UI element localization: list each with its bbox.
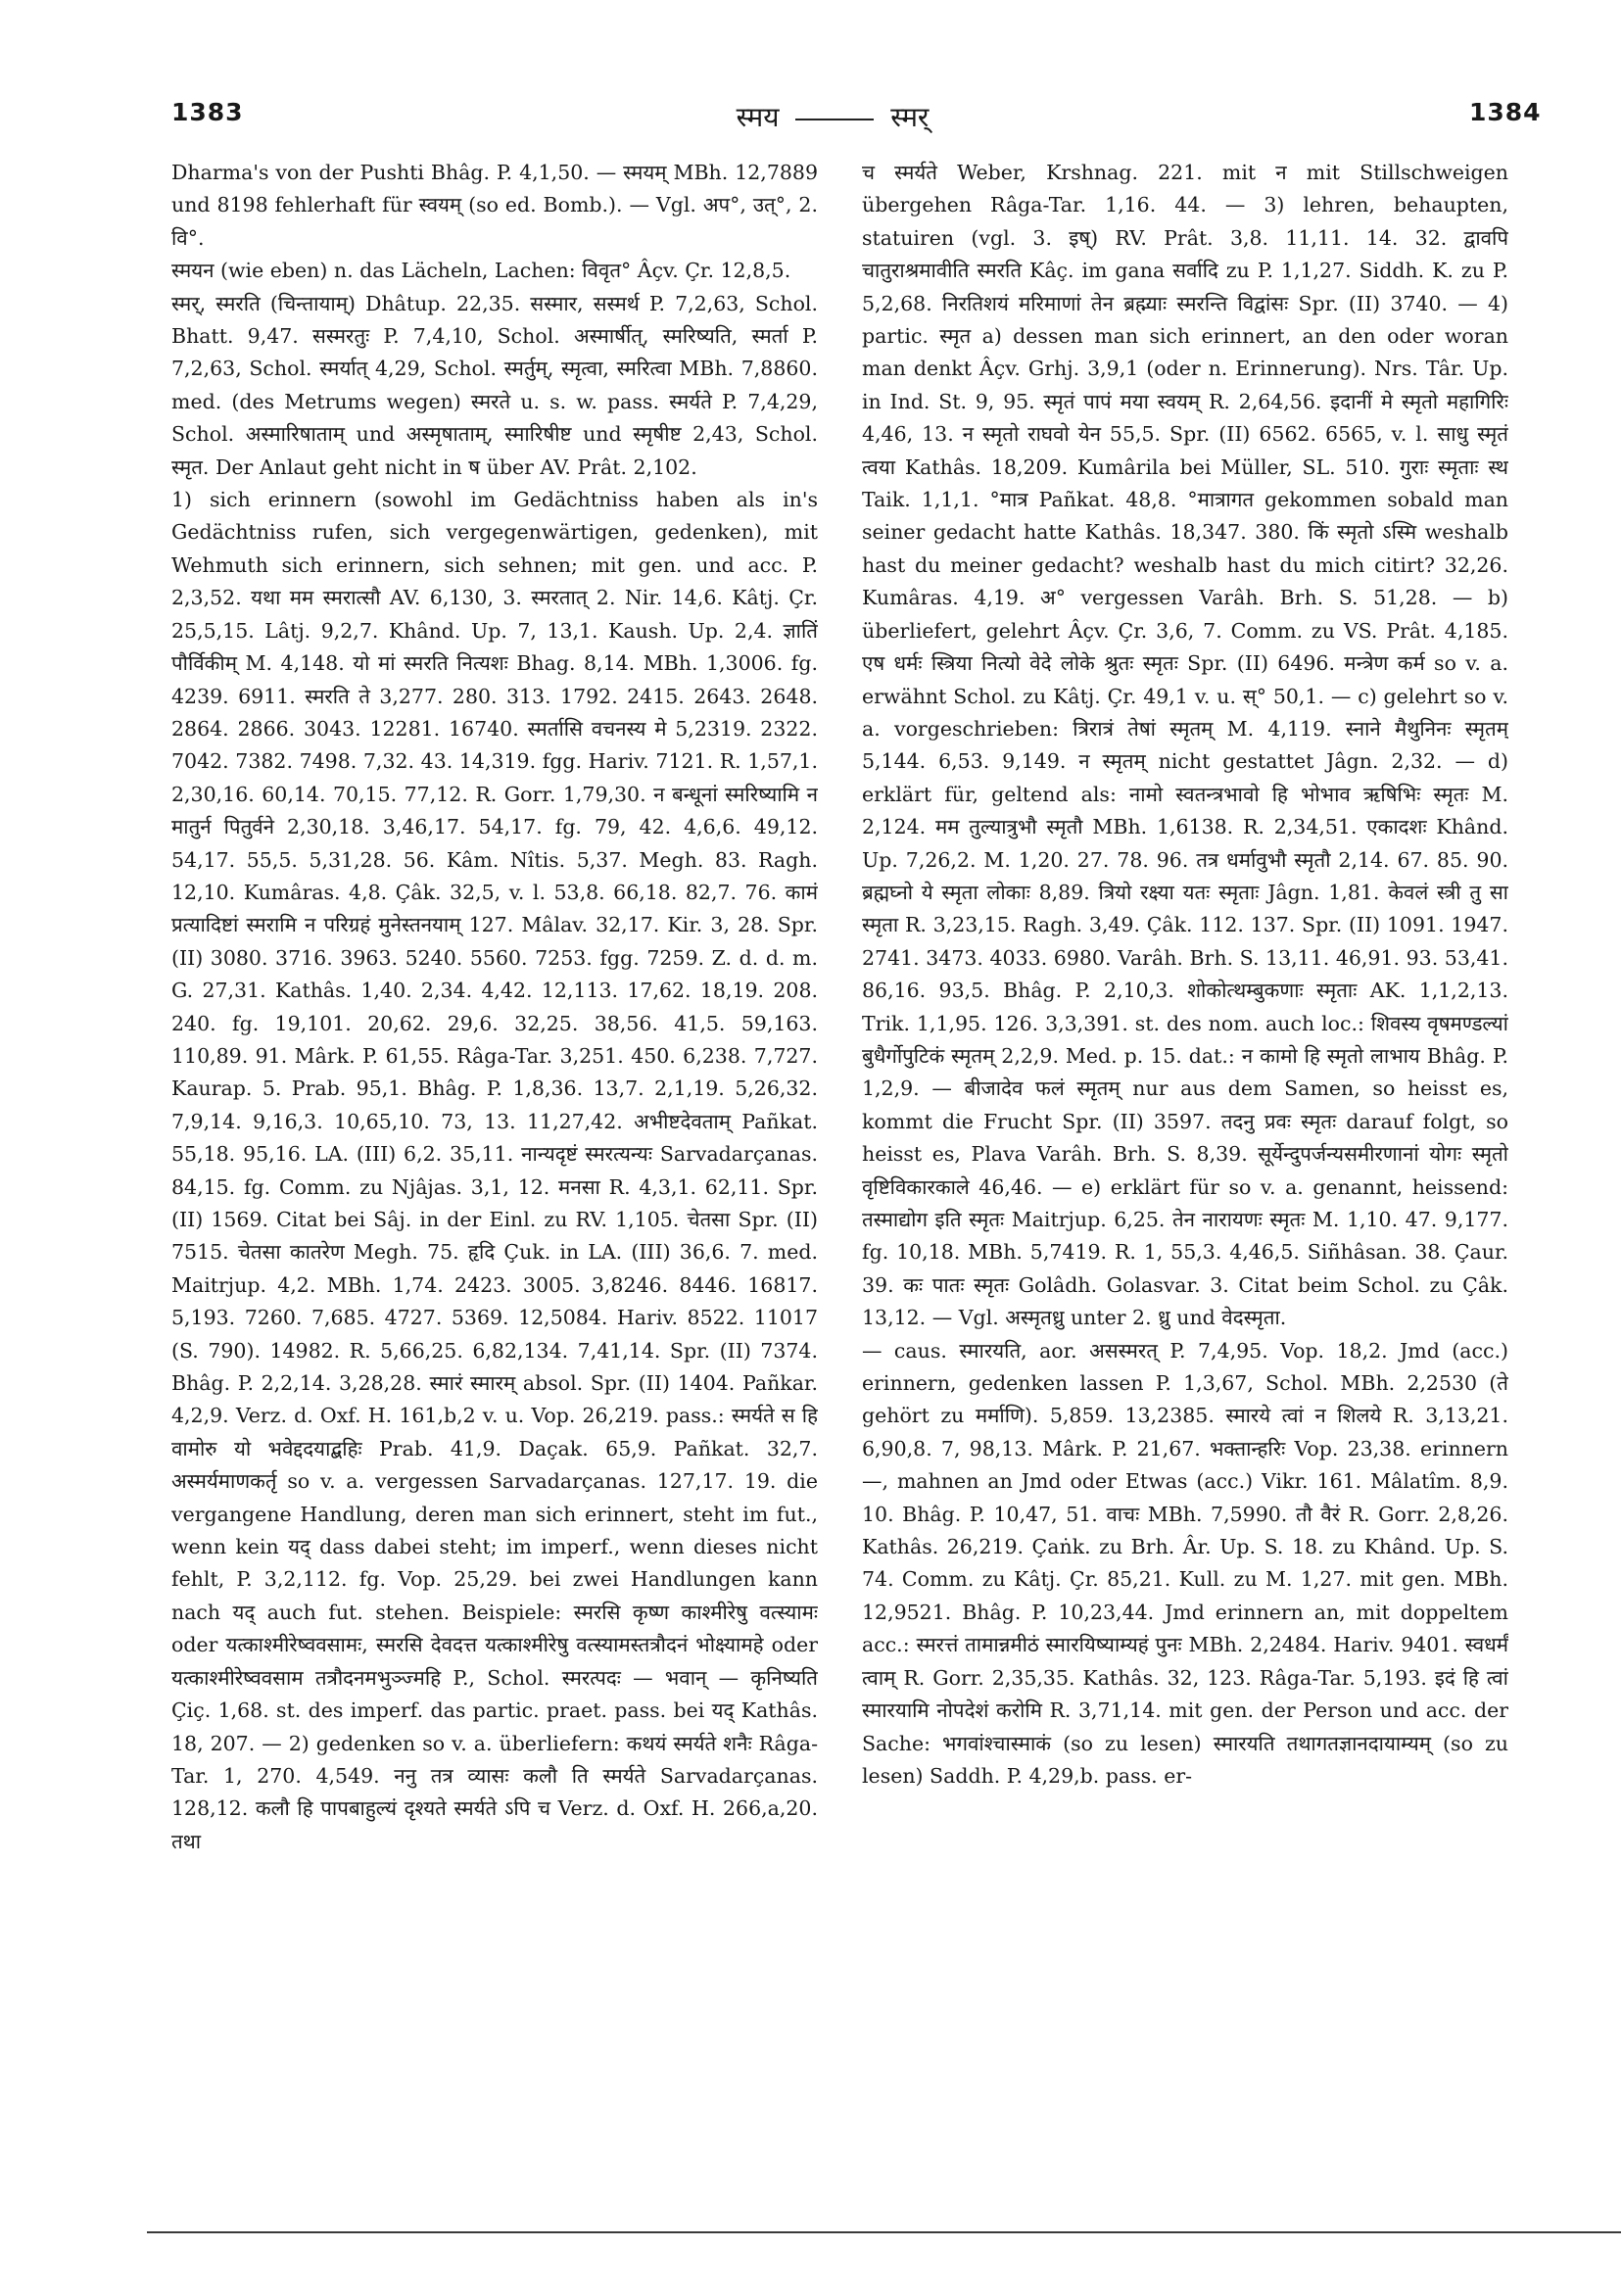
header-word-left: स्मय xyxy=(736,101,780,133)
left-column xyxy=(171,157,818,2008)
header-word-right: स्मर् xyxy=(890,101,930,133)
page-number-right: 1384 xyxy=(1469,98,1542,126)
header-dash xyxy=(795,119,874,120)
running-header xyxy=(686,98,979,135)
left-paragraph: Dharma's von der Pushti Bhâg. P. 4,1,50. — स्मयम् MBh. 12,7889 und 8198 fehlerhaft für स्वयम् (so ed. Bomb.). — Vgl. अप°, उत्°, 2. वि°. xyxy=(171,161,818,250)
left-paragraph: स्मयन (wie eben) n. das Lächeln, Lachen: विवृत° Âçv. Çr. 12,8,5. xyxy=(171,259,791,283)
right-paragraph: — caus. स्मारयति, aor. असस्मरत् P. 7,4,95. Vop. 18,2. Jmd (acc.) erinnern, gedenken lassen P. 1,3,67, Schol. MBh. 2,2530 (ते gehört zu मर्माणि). 5,859. 13,2385. स्मारये त्वां न शिलये R. 3,13,21. 6,90,8. 7, 98,13. Mârk. P. 21,67. भक्तान्हरिः Vop. 23,38. erinnern —, mahnen an Jmd oder Etwas (acc.) Vikr. 161. Mâlatîm. 8,9. 10. Bhâg. P. 10,47, 51. वाचः MBh. 7,5990. तौ वैरं R. Gorr. 2,8,26. Kathâs. 26,219. Çaṅk. zu Brh. Âr. Up. S. 18. zu Khând. Up. S. 74. Comm. zu Kâtj. Çr. 85,21. Kull. zu M. 1,27. mit gen. MBh. 12,9521. Bhâg. P. 10,23,44. Jmd erinnern an, mit doppeltem acc.: स्मरत्तं तामान्नमीठं स्मारयिष्याम्यहं पुनः MBh. 2,2484. Hariv. 9401. स्वधर्मं त्वाम् R. Gorr. 2,35,35. Kathâs. 32, 123. Râga-Tar. 5,193. इदं हि त्वां स्मारयामि नोपदेशं करोमि R. 3,71,14. mit gen. der Person und acc. der Sache: भगवांश्चास्माकं (so zu lesen) स्मारयति तथागतज्ञानदायाम्यम् (so zu lesen) Saddh. P. 4,29,b. pass. er- xyxy=(862,1338,1508,1788)
right-column xyxy=(862,157,1508,2008)
page-number-left: 1383 xyxy=(171,98,244,126)
left-paragraph: 1) sich erinnern (sowohl im Gedächtniss haben als in's Gedächtniss rufen, sich vergegenwärtigen, gedenken), mit Wehmuth sich erinnern, sich sehnen; mit gen. und acc. P. 2,3,52. यथा मम स्मरात्सौ AV. 6,130, 3. स्मरतात् 2. Nir. 14,6. Kâtj. Çr. 25,5,15. Lâtj. 9,2,7. Khând. Up. 7, 13,1. Kaush. Up. 2,4. ज्ञातिं पौर्विकीम् M. 4,148. यो मां स्मरति नित्यशः Bhag. 8,14. MBh. 1,3006. fg. 4239. 6911. स्मरति ते 3,277. 280. 313. 1792. 2415. 2643. 2648. 2864. 2866. 3043. 12281. 16740. स्मर्तासि वचनस्य मे 5,2319. 2322. 7042. 7382. 7498. 7,32. 43. 14,319. fgg. Hariv. 7121. R. 1,57,1. 2,30,16. 60,14. 70,15. 77,12. R. Gorr. 1,79,30. न बन्धूनां स्मरिष्यामि न मातुर्न पितुर्वने 2,30,18. 3,46,17. 54,17. fg. 79, 42. 4,6,6. 49,12. 54,17. 55,5. 5,31,28. 56. Kâm. Nîtis. 5,37. Megh. 83. Ragh. 12,10. Kumâras. 4,8. Çâk. 32,5, v. l. 53,8. 66,18. 82,7. 76. कामं प्रत्यादिष्टां स्मरामि न परिग्रहं मुनेस्तनयाम् 127. Mâlav. 32,17. Kir. 3, 28. Spr. (II) 3080. 3716. 3963. 5240. 5560. 7253. fgg. 7259. Z. d. d. m. G. 27,31. Kathâs. 1,40. 2,34. 4,42. 12,113. 17,62. 18,19. 208. 240. fg. 19,101. 20,62. 29,6. 32,25. 38,56. 41,5. 59,163. 110,89. 91. Mârk. P. 61,55. Râga-Tar. 3,251. 450. 6,238. 7,727. Kaurap. 5. Prab. 95,1. Bhâg. P. 1,8,36. 13,7. 2,1,19. 5,26,32. 7,9,14. 9,16,3. 10,65,10. 73, 13. 11,27,42. अभीष्टदेवताम् Pañkat. 55,18. 95,16. LA. (III) 6,2. 35,11. नान्यदृष्टं स्मरत्यन्यः Sarvadarçanas. 84,15. fg. Comm. zu Njâjas. 3,1, 12. मनसा R. 4,3,1. 62,11. Spr. (II) 1569. Citat bei Sâj. in der Einl. zu RV. 1,105. चेतसा Spr. (II) 7515. चेतसा कातरेण Megh. 75. हृदि Çuk. in LA. (III) 36,6. 7. med. Maitrjup. 4,2. MBh. 1,74. 2423. 3005. 3,8246. 8446. 16817. 5,193. 7260. 7,685. 4727. 5369. 12,5084. Hariv. 8522. 11017 (S. 790). 14982. R. 5,66,25. 6,82,134. 7,41,14. Spr. (II) 7374. Bhâg. P. 2,2,14. 3,28,28. स्मारं स्मारम् absol. Spr. (II) 1404. Pañkar. 4,2,9. Verz. d. Oxf. H. 161,b,2 v. u. Vop. 26,219. pass.: स्मर्यते स हि वामोरु यो भवेद्ददयाद्बहिः Prab. 41,9. Daçak. 65,9. Pañkat. 32,7. अस्मर्यमाणकर्तृ so v. a. vergessen Sarvadarçanas. 127,17. 19. die vergangene Handlung, deren man sich erinnert, steht im fut., wenn kein यद् dass dabei steht; im imperf., wenn dieses nicht fehlt, P. 3,2,112. fg. Vop. 25,29. bei zwei Handlungen kann nach यद् auch fut. stehen. Beispiele: स्मरसि कृष्ण काश्मीरेषु वत्स्यामः oder यत्काश्मीरेष्ववसामः, स्मरसि देवदत्त यत्काश्मीरेषु वत्स्यामस्तत्रौदनं भोक्ष्यामहे oder यत्काश्मीरेष्ववसाम तत्रौदनमभुञ्ज्महि P., Schol. स्मरत्पदः — भवान् — कृनिष्यति Çiç. 1,68. st. des imperf. das partic. praet. pass. bei यद् Kathâs. 18, 207. — 2) gedenken so v. a. überliefern: कथयं स्मर्यते शनैः Râga-Tar. 1, 270. 4,549. ननु तत्र व्यासः कलौ ति स्मर्यते Sarvadarçanas. 128,12. कलौ हि पापबाहुल्यं दृश्यते स्मर्यते ऽपि च Verz. d. Oxf. H. 266,a,20. तथा xyxy=(171,488,818,1853)
footer-rule xyxy=(147,2231,1621,2233)
left-paragraph: स्मर्, स्मरति (चिन्तायाम्) Dhâtup. 22,35. सस्मार, सस्मर्थ P. 7,2,63, Schol. Bhatt. 9,47. सस्मरतुः P. 7,4,10, Schol. अस्मार्षीत्, स्मरिष्यति, स्मर्ता P. 7,2,63, Schol. स्मर्यात् 4,29, Schol. स्मर्तुम्, स्मृत्वा, स्मरित्वा MBh. 7,8860. med. (des Metrums wegen) स्मरते u. s. w. pass. स्मर्यते P. 7,4,29, Schol. अस्मारिषाताम् und अस्मृषाताम्, स्मारिषीष्ट und स्मृषीष्ट 2,43, Schol. स्मृत. Der Anlaut geht nicht in ष über AV. Prât. 2,102. xyxy=(171,291,818,479)
right-paragraph: च स्मर्यते Weber, Krshnag. 221. mit न mit Stillschweigen übergehen Râga-Tar. 1,16. 44. — 3) lehren, behaupten, statuiren (vgl. 3. इष्) RV. Prât. 3,8. 11,11. 14. 32. द्वावपि चातुराश्रमावीति स्मरति Kâç. im gana सर्वादि zu P. 1,1,27. Siddh. K. zu P. 5,2,68. निरतिशयं मरिमाणां तेन ब्रह्म्याः स्मरन्ति विद्वांसः Spr. (II) 3740. — 4) partic. स्मृत a) dessen man sich erinnert, an den oder woran man denkt Âçv. Grhj. 3,9,1 (oder n. Erinnerung). Nrs. Târ. Up. in Ind. St. 9, 95. स्मृतं पापं मया स्वयम् R. 2,64,56. इदानीं मे स्मृतो महागिरिः 4,46, 13. न स्मृतो राघवो येन 55,5. Spr. (II) 6562. 6565, v. l. साधु स्मृतं त्वया Kathâs. 18,209. Kumârila bei Müller, SL. 510. गुराः स्मृताः स्थ Taik. 1,1,1. °मात्र Pañkat. 48,8. °मात्रागत gekommen sobald man seiner gedacht hatte Kathâs. 18,347. 380. किं स्मृतो ऽस्मि weshalb hast du meiner gedacht? weshalb hast du mich citirt? 32,26. Kumâras. 4,19. अ° vergessen Varâh. Brh. S. 51,28. — b) überliefert, gelehrt Âçv. Çr. 3,6, 7. Comm. zu VS. Prât. 4,185. एष धर्मः स्त्रिया नित्यो वेदे लोके श्रुतः स्मृतः Spr. (II) 6496. मन्त्रेण कर्म so v. a. erwähnt Schol. zu Kâtj. Çr. 49,1 v. u. स्° 50,1. — c) gelehrt so v. a. vorgeschrieben: त्रिरात्रं तेषां स्मृतम् M. 4,119. स्नाने मैथुनिनः स्मृतम् 5,144. 6,53. 9,149. न स्मृतम् nicht gestattet Jâgn. 2,32. — d) erklärt für, geltend als: नामो स्वतन्त्रभावो हि भोभाव ऋषिभिः स्मृतः M. 2,124. मम तुल्यात्रुभौ स्मृतौ MBh. 1,6138. R. 2,34,51. एकादशः Khând. Up. 7,26,2. M. 1,20. 27. 78. 96. तत्र धर्मावुभौ स्मृतौ 2,14. 67. 85. 90. ब्रह्मघ्नो ये स्मृता लोकाः 8,89. त्रियो रक्ष्या यतः स्मृताः Jâgn. 1,81. केवलं स्त्री तु सा स्मृता R. 3,23,15. Ragh. 3,49. Çâk. 112. 137. Spr. (II) 1091. 1947. 2741. 3473. 4033. 6980. Varâh. Brh. S. 13,11. 46,91. 93. 53,41. 86,16. 93,5. Bhâg. P. 2,10,3. शोकोत्थम्बुकणाः स्मृताः AK. 1,1,2,13. Trik. 1,1,95. 126. 3,3,391. st. des nom. auch loc.: शिवस्य वृषमण्डल्यां बुधैर्गोपुटिकं स्मृतम् 2,2,9. Med. p. 15. dat.: न कामो हि स्मृतो लाभाय Bhâg. P. 1,2,9. — बीजादेव फलं स्मृतम् nur aus dem Samen, so heisst es, kommt die Frucht Spr. (II) 3597. तदनु प्रवः स्मृतः darauf folgt, so heisst es, Plava Varâh. Brh. S. 8,39. सूर्येन्दुपर्जन्यसमीरणानां योगः स्मृतो वृष्टिविकारकाले 46,46. — e) erklärt für so v. a. genannt, heissend: तस्माद्योग इति स्मृतः Maitrjup. 6,25. तेन नारायणः स्मृतः M. 1,10. 47. 9,177. fg. 10,18. MBh. 5,7419. R. 1, 55,3. 4,46,5. Siñhâsan. 38. Çaur. 39. कः पातः स्मृतः Golâdh. Golasvar. 3. Citat beim Schol. zu Çâk. 13,12. — Vgl. अस्मृतध्रु unter 2. ध्रु und वेदस्मृता. xyxy=(862,161,1508,1330)
